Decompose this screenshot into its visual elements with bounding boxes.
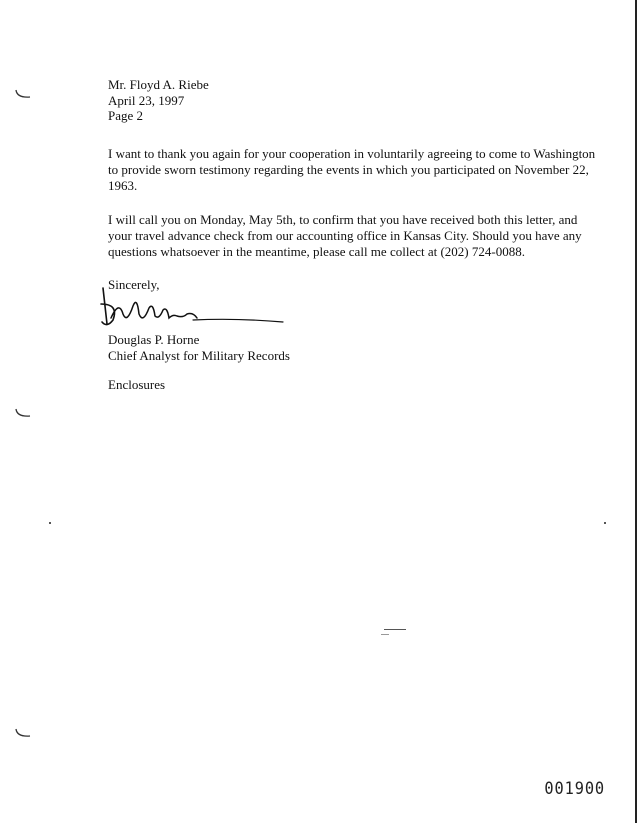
- paragraph-call: I will call you on Monday, May 5th, to confirm that you have received both this letter, and your travel advance check from our accounting office in Kansas City. Should you have any questions whatsoever in the meantime, please call me collect at (202) 724-0088.: [108, 211, 582, 259]
- signer-block: [108, 332, 290, 364]
- recipient-name: Mr. Floyd A. Riebe: [108, 77, 209, 92]
- recipient-block: [108, 77, 598, 124]
- punch-hole-mark-top: [14, 88, 32, 100]
- signer-name: Douglas P. Horne: [108, 332, 200, 347]
- scan-speck: [49, 522, 51, 524]
- page-number: Page 2: [108, 108, 144, 123]
- scan-speck: [604, 522, 606, 524]
- punch-hole-mark-middle: [14, 407, 32, 419]
- document-number-stamp: 001900: [544, 779, 606, 799]
- paragraph-thanks: I want to thank you again for your cooperation in voluntarily agreeing to come to Washington to provide sworn testimony regarding the events in which you participated on November 22, 1963.: [108, 145, 596, 193]
- handwritten-signature: [97, 284, 287, 336]
- letter-body: [108, 77, 598, 293]
- scan-speck: [384, 629, 406, 630]
- scan-speck: [381, 634, 389, 635]
- enclosures-label: Enclosures: [108, 377, 166, 392]
- signer-title: Chief Analyst for Military Records: [108, 348, 290, 363]
- punch-hole-mark-bottom: [14, 727, 32, 739]
- letter-date: April 23, 1997: [108, 92, 185, 108]
- closing-salutation: Sincerely,: [108, 276, 160, 292]
